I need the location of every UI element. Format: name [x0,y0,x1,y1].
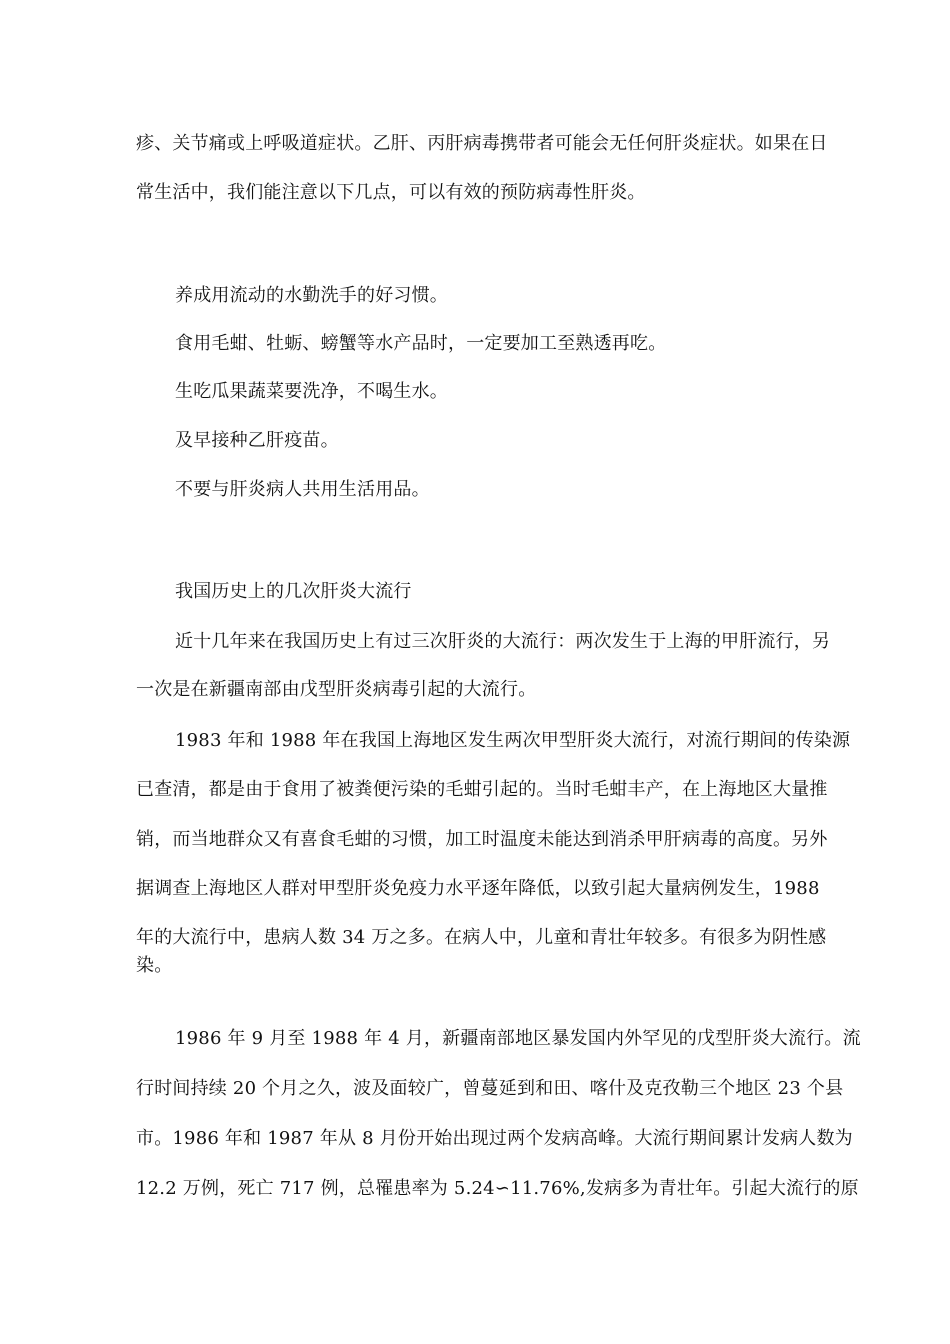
paragraph-line: 市。1986 年和 1987 年从 8 月份开始出现过两个发病高峰。大流行期间累计发病人数为 [136,1128,853,1149]
list-item: 食用毛蚶、牡蛎、螃蟹等水产品时，一定要加工至熟透再吃。 [175,333,667,354]
paragraph-line: 12.2 万例，死亡 717 例，总罹患率为 5.24∽11.76%,发病多为青壮年。引起大流行的原 [136,1178,859,1199]
list-item: 养成用流动的水勤洗手的好习惯。 [175,285,448,306]
paragraph-line: 据调查上海地区人群对甲型肝炎免疫力水平逐年降低，以致引起大量病例发生，1988 [136,878,820,899]
paragraph-line: 1986 年 9 月至 1988 年 4 月，新疆南部地区暴发国内外罕见的戊型肝炎大流行。流 [175,1028,861,1049]
paragraph-line: 近十几年来在我国历史上有过三次肝炎的大流行：两次发生于上海的甲肝流行，另 [175,631,831,652]
paragraph-line: 一次是在新疆南部由戊型肝炎病毒引起的大流行。 [136,679,537,700]
paragraph-line: 行时间持续 20 个月之久，波及面较广，曾蔓延到和田、喀什及克孜勒三个地区 23 个县 [136,1078,844,1099]
list-item: 生吃瓜果蔬菜要洗净，不喝生水。 [175,381,448,402]
paragraph-line: 销，而当地群众又有喜食毛蚶的习惯，加工时温度未能达到消杀甲肝病毒的高度。另外 [136,829,828,850]
paragraph-line: 疹、关节痛或上呼吸道症状。乙肝、丙肝病毒携带者可能会无任何肝炎症状。如果在日 [136,133,828,154]
paragraph-line: 染。 [136,955,173,976]
paragraph-line: 年的大流行中，患病人数 34 万之多。在病人中，儿童和青壮年较多。有很多为阴性感 [136,927,827,948]
list-item: 不要与肝炎病人共用生活用品。 [175,479,430,500]
section-heading: 我国历史上的几次肝炎大流行 [175,581,412,602]
paragraph-line: 1983 年和 1988 年在我国上海地区发生两次甲型肝炎大流行，对流行期间的传染源 [175,730,851,751]
list-item: 及早接种乙肝疫苗。 [175,430,339,451]
paragraph-line: 已查清，都是由于食用了被粪便污染的毛蚶引起的。当时毛蚶丰产，在上海地区大量推 [136,779,828,800]
paragraph-line: 常生活中，我们能注意以下几点，可以有效的预防病毒性肝炎。 [136,182,646,203]
